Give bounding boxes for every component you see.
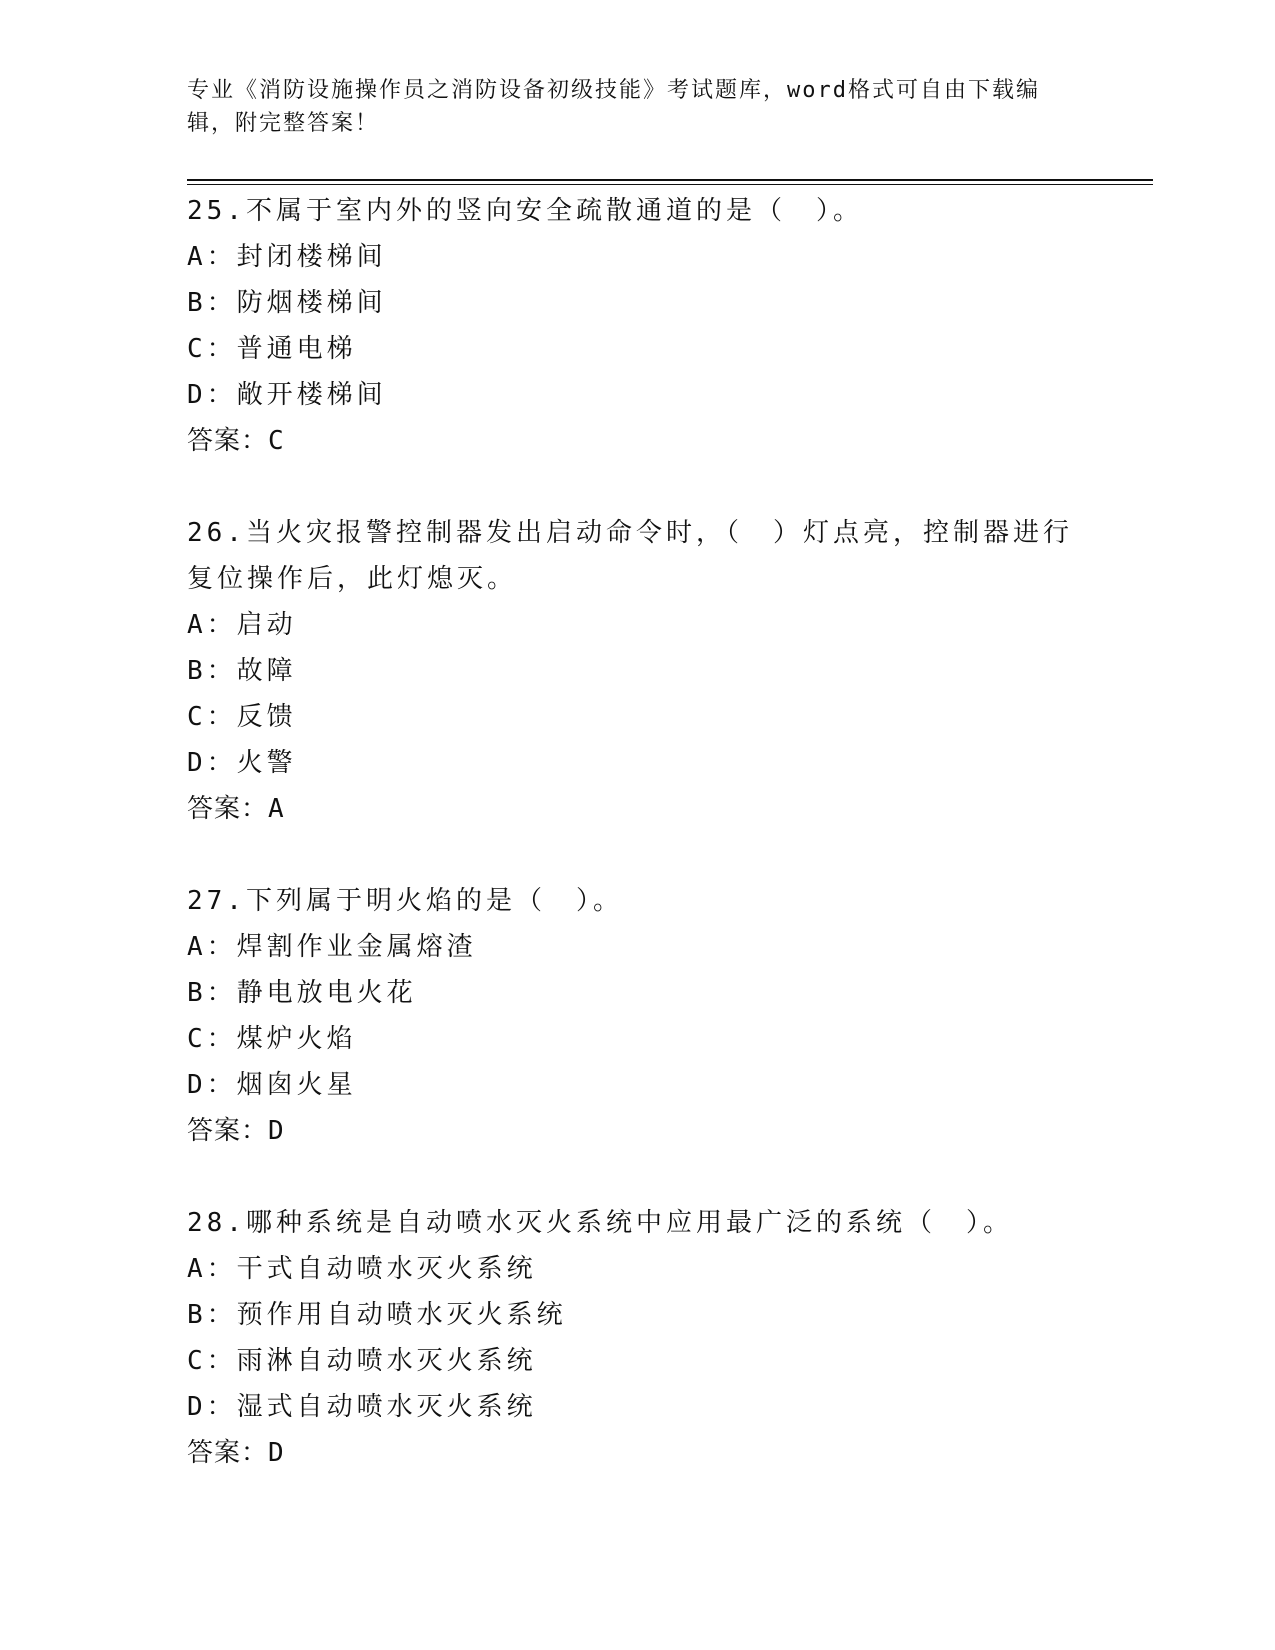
option-b: B：预作用自动喷水灭火系统	[187, 1300, 567, 1330]
question-27	[187, 878, 1077, 1154]
answer-label: 答案：	[187, 794, 269, 824]
option-c: C：雨淋自动喷水灭火系统	[187, 1346, 537, 1376]
option-c: C：普通电梯	[187, 334, 357, 364]
option-c: C：煤炉火焰	[187, 1024, 357, 1054]
question-number: 26.	[187, 518, 246, 548]
question-number: 25.	[187, 196, 246, 226]
header-divider-thin	[187, 184, 1153, 185]
answer-value: C	[268, 426, 285, 456]
option-d: D：湿式自动喷水灭火系统	[187, 1392, 537, 1422]
header-divider-thick	[187, 179, 1153, 181]
answer-value: D	[268, 1438, 285, 1468]
question-number: 28.	[187, 1208, 246, 1238]
answer-line	[187, 418, 1077, 464]
header-intro: 专业《消防设施操作员之消防设备初级技能》考试题库，word格式可自由下载编辑，附完整答案！	[187, 78, 1040, 136]
option-d: D：烟囱火星	[187, 1070, 357, 1100]
document-header	[187, 74, 1067, 140]
answer-line	[187, 1430, 1077, 1476]
option-b: B：故障	[187, 656, 297, 686]
answer-line	[187, 786, 1077, 832]
option-a: A：启动	[187, 610, 297, 640]
answer-label: 答案：	[187, 426, 269, 456]
question-stem	[187, 188, 1077, 234]
question-text: 下列属于明火焰的是（ ）。	[245, 886, 623, 916]
question-stem	[187, 1200, 1077, 1246]
option-d: D：火警	[187, 748, 297, 778]
question-28	[187, 1200, 1077, 1476]
option-a: A：焊割作业金属熔渣	[187, 932, 477, 962]
question-26	[187, 510, 1077, 832]
option-b: B：防烟楼梯间	[187, 288, 387, 318]
question-number: 27.	[187, 886, 246, 916]
answer-label: 答案：	[187, 1438, 269, 1468]
question-25	[187, 188, 1077, 464]
question-stem	[187, 878, 1077, 924]
option-a: A：封闭楼梯间	[187, 242, 387, 272]
question-list	[187, 188, 1077, 1476]
answer-value: D	[268, 1116, 285, 1146]
answer-label: 答案：	[187, 1116, 269, 1146]
option-c: C：反馈	[187, 702, 297, 732]
option-b: B：静电放电火花	[187, 978, 417, 1008]
question-stem	[187, 510, 1077, 602]
question-text: 不属于室内外的竖向安全疏散通道的是（ ）。	[245, 196, 863, 226]
question-text: 当火灾报警控制器发出启动命令时，（ ）灯点亮，控制器进行复位操作后，此灯熄灭。	[187, 518, 1073, 594]
answer-line	[187, 1108, 1077, 1154]
option-a: A：干式自动喷水灭火系统	[187, 1254, 537, 1284]
option-d: D：敞开楼梯间	[187, 380, 387, 410]
answer-value: A	[268, 794, 285, 824]
question-text: 哪种系统是自动喷水灭火系统中应用最广泛的系统（ ）。	[245, 1208, 1013, 1238]
